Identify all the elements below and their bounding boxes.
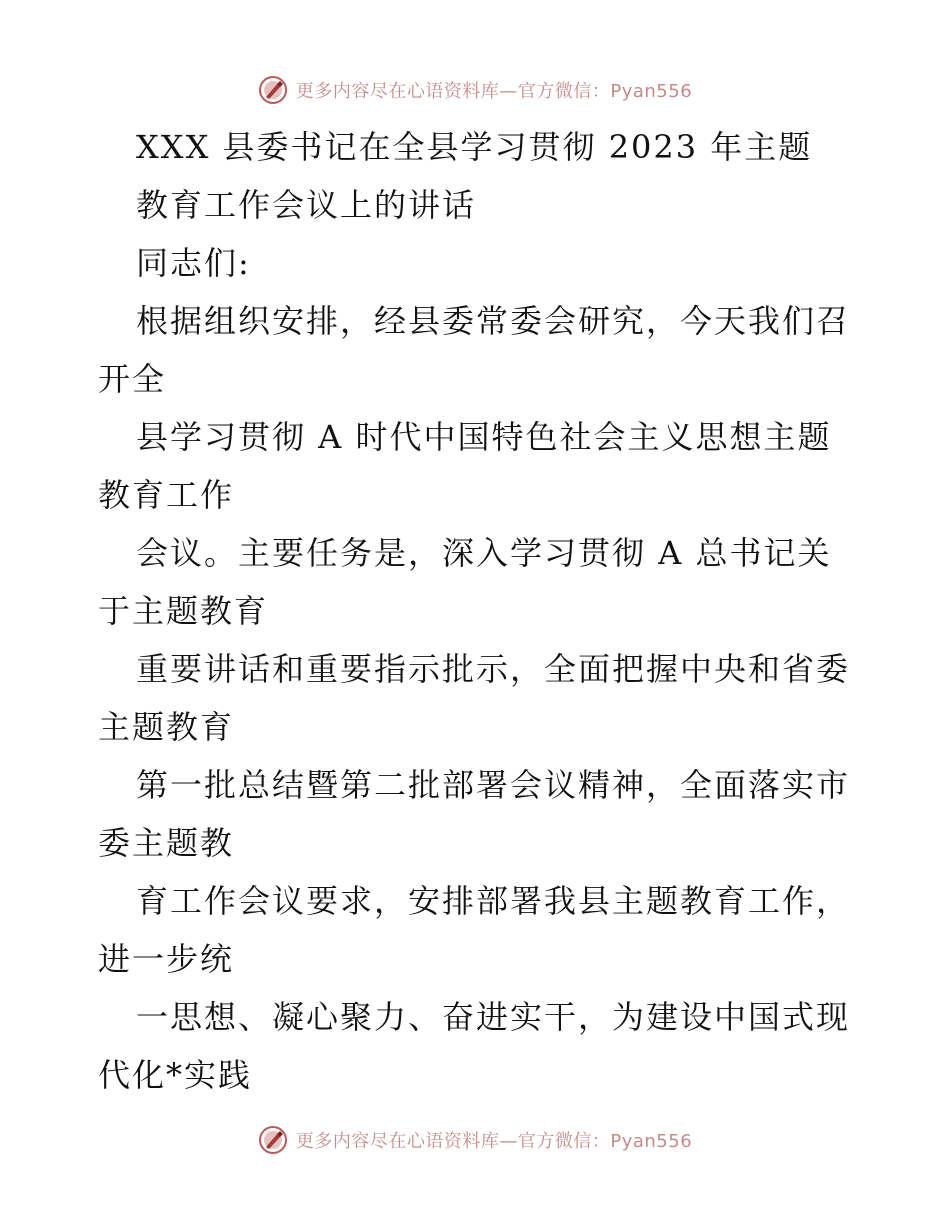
document-line: 重要讲话和重要指示批示，全面把握中央和省委	[136, 650, 851, 688]
document-line: 进一步统	[98, 940, 235, 978]
fountain-pen-seal-icon	[258, 1125, 288, 1155]
fountain-pen-seal-icon	[258, 75, 288, 105]
document-line: 教育工作会议上的讲话	[136, 186, 477, 224]
document-line: 委主题教	[98, 824, 235, 862]
document-line: 根据组织安排，经县委常委会研究，今天我们召	[136, 302, 851, 340]
document-line: 一思想、凝心聚力、奋进实干，为建设中国式现	[136, 998, 851, 1036]
footer-watermark	[0, 1120, 950, 1160]
document-line: XXX 县委书记在全县学习贯彻 2023 年主题	[136, 128, 813, 166]
document-body	[98, 118, 858, 1104]
watermark-text: 更多内容尽在心语资料库—官方微信：Pyan556	[295, 1131, 693, 1152]
document-line: 代化*实践	[98, 1056, 253, 1094]
document-line: 育工作会议要求，安排部署我县主题教育工作，	[136, 882, 851, 920]
document-line: 县学习贯彻 A 时代中国特色社会主义思想主题	[136, 418, 832, 456]
watermark-text: 更多内容尽在心语资料库—官方微信：Pyan556	[295, 81, 693, 102]
document-line: 主题教育	[98, 708, 235, 746]
document-line: 于主题教育	[98, 592, 269, 630]
document-line: 第一批总结暨第二批部署会议精神，全面落实市	[136, 766, 851, 804]
header-watermark	[0, 70, 950, 110]
document-line: 同志们:	[136, 244, 251, 282]
document-line: 教育工作	[98, 476, 235, 514]
document-line: 会议。主要任务是，深入学习贯彻 A 总书记关	[136, 534, 832, 572]
document-line: 开全	[98, 360, 167, 398]
